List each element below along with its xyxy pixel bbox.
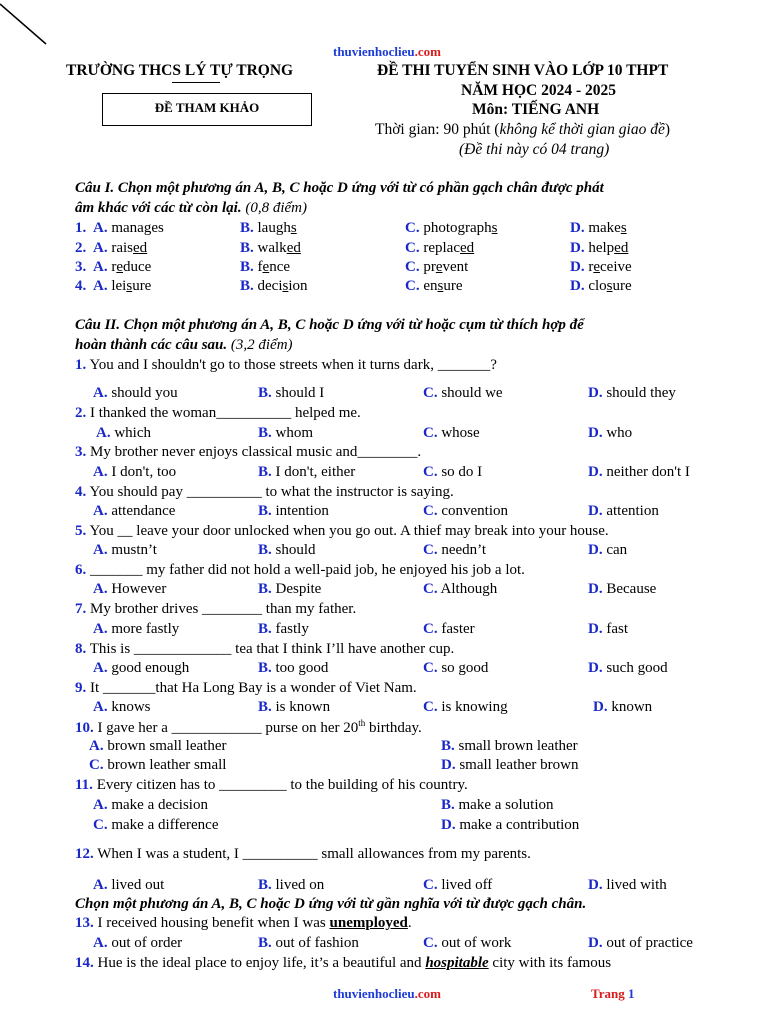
word-part: deci (257, 278, 283, 294)
option-letter: D. (588, 935, 603, 951)
option-letter: B. (258, 699, 272, 715)
option-text: neither don't I (606, 464, 690, 480)
option-letter: C. (423, 425, 438, 441)
answer-option (258, 385, 324, 402)
option-text: fast (606, 621, 629, 637)
option-text: Despite (275, 581, 322, 597)
option-text: whom (275, 425, 314, 441)
question-1 (75, 357, 497, 374)
answer-option (423, 877, 492, 894)
answer-option (423, 385, 503, 402)
option-letter: B. (258, 425, 272, 441)
option-letter: A. (93, 542, 108, 558)
option-text: make a contribution (459, 817, 580, 833)
question-text: It _______that Ha Long Bay is a wonder of Viet Nam. (90, 680, 417, 696)
answer-option (441, 757, 578, 774)
option-letter: D. (570, 240, 585, 256)
option-letter: C. (423, 699, 438, 715)
option-letter: A. (93, 621, 108, 637)
site-watermark-top: thuvienhoclieu.com (333, 44, 441, 59)
underlined-part: e (435, 259, 443, 275)
option-letter: C. (423, 621, 438, 637)
question-11 (75, 777, 468, 794)
reference-label: ĐỀ THAM KHẢO (154, 100, 260, 115)
question-text: birthday. (365, 720, 422, 736)
option-text: can (606, 542, 628, 558)
question-8 (75, 641, 454, 658)
section1-title-line2: âm khác với các từ còn lại. (0,8 điểm) (75, 200, 308, 216)
question-3 (75, 444, 421, 461)
answer-option (93, 464, 176, 481)
option-letter: B. (240, 259, 254, 275)
phonetic-option (240, 220, 297, 237)
option-letter: B. (441, 738, 455, 754)
answer-option (588, 877, 667, 894)
answer-option (93, 699, 151, 716)
word-part: r (111, 259, 117, 275)
option-text: is known (275, 699, 331, 715)
answer-option (93, 817, 219, 834)
option-text: should they (606, 385, 676, 401)
option-letter: C. (423, 542, 438, 558)
answer-option (588, 935, 693, 952)
option-text: I don't, too (111, 464, 177, 480)
underlined-part: s (606, 278, 613, 294)
phonetic-option (405, 220, 498, 237)
question-text: You and I shouldn't go to those streets when it turns dark, _______? (89, 357, 497, 373)
option-letter: D. (588, 464, 603, 480)
option-text: intention (275, 503, 329, 519)
word-part: rais (111, 240, 134, 256)
option-letter: D. (593, 699, 608, 715)
section1-row-number: 3. (75, 259, 87, 275)
phonetic-option (93, 220, 164, 237)
question-number: 5. (75, 523, 87, 539)
word-part: duce (123, 259, 152, 275)
option-letter: A. (93, 503, 108, 519)
answer-option (423, 503, 508, 520)
option-text: such good (606, 660, 668, 676)
option-text: attendance (111, 503, 176, 519)
phonetic-option (405, 278, 463, 295)
word-part: laugh (257, 220, 291, 236)
question-number: 4. (75, 484, 87, 500)
underlined-part: ed (286, 240, 301, 256)
answer-option (93, 503, 175, 520)
question-text: I gave her a ____________ purse on her 20 (97, 720, 359, 736)
option-letter: A. (93, 259, 108, 275)
answer-option (258, 621, 309, 638)
option-letter: A. (96, 425, 111, 441)
underlined-part: s (126, 278, 133, 294)
section1-row-number: 1. (75, 220, 87, 236)
answer-option (423, 699, 508, 716)
section1-title: Câu I. Chọn một phương án A, B, C hoặc D ứng với từ có phần gạch chân được phát (75, 180, 604, 196)
phonetic-option (405, 240, 474, 257)
answer-option (258, 503, 329, 520)
superscript: th (358, 718, 366, 728)
word-part: nce (269, 259, 291, 275)
option-letter: A. (93, 877, 108, 893)
option-text: out of fashion (275, 935, 359, 951)
option-letter: D. (588, 581, 603, 597)
phonetic-option (240, 240, 301, 257)
option-letter: D. (588, 503, 603, 519)
option-text: faster (441, 621, 475, 637)
answer-option (93, 935, 182, 952)
option-letter: A. (93, 581, 108, 597)
option-text: is knowing (441, 699, 508, 715)
word-part: ion (288, 278, 308, 294)
answer-option (423, 581, 497, 598)
question-number: 1. (75, 357, 87, 373)
question-number: 2. (75, 405, 87, 421)
word-part: help (588, 240, 615, 256)
word-part: ceive (600, 259, 632, 275)
question-text: I thanked the woman__________ helped me. (90, 405, 361, 421)
question-number: 3. (75, 444, 87, 460)
option-letter: A. (93, 385, 108, 401)
corner-line (0, 0, 60, 60)
option-text: make a decision (111, 797, 208, 813)
option-text: which (114, 425, 152, 441)
question-text: You should pay __________ to what the instructor is saying. (89, 484, 454, 500)
answer-option (93, 542, 157, 559)
question-4 (75, 484, 454, 501)
option-text: should I (275, 385, 325, 401)
question-text: This is _____________ tea that I think I’ll have another cup. (89, 641, 455, 657)
word-part: f (257, 259, 263, 275)
option-text: so good (441, 660, 489, 676)
question-text: You __ leave your door unlocked when you go out. A thief may break into your house. (89, 523, 609, 539)
option-letter: A. (93, 464, 108, 480)
subject: Môn: TIẾNG ANH (472, 101, 600, 118)
answer-option (258, 425, 313, 442)
phonetic-option (240, 259, 290, 276)
option-text: attention (606, 503, 659, 519)
answer-option (423, 425, 480, 442)
option-letter: B. (258, 464, 272, 480)
question-9 (75, 680, 417, 697)
option-letter: C. (405, 278, 420, 294)
underlined-part: s (437, 278, 444, 294)
pages-note: (Đề thi này có 04 trang) (459, 141, 610, 158)
answer-option (423, 621, 475, 638)
question-text: My brother never enjoys classical music and________. (90, 444, 422, 460)
answer-option (96, 425, 151, 442)
option-letter: C. (423, 385, 438, 401)
answer-option (258, 877, 324, 894)
word-part: pr (423, 259, 436, 275)
question-number: 11. (75, 777, 93, 793)
option-text: mustn’t (111, 542, 157, 558)
underlined-part: ed (459, 240, 475, 256)
reference-box (102, 93, 312, 126)
option-letter: B. (258, 621, 272, 637)
question-14: 14. Hue is the ideal place to enjoy life, it’s a beautiful and hospitable city with its famous (75, 955, 612, 971)
option-letter: C. (89, 757, 104, 773)
school-underline (172, 82, 220, 83)
option-letter: C. (405, 240, 420, 256)
option-letter: B. (258, 935, 272, 951)
option-letter: A. (93, 660, 108, 676)
option-letter: B. (258, 877, 272, 893)
option-letter: B. (258, 503, 272, 519)
word-part: ure (132, 278, 152, 294)
word-part: photograph (423, 220, 492, 236)
question-text: Every citizen has to _________ to the building of his country. (96, 777, 468, 793)
word-part: lei (111, 278, 127, 294)
option-text: brown leather small (107, 757, 227, 773)
section2-title-line2: hoàn thành các câu sau. (3,2 điểm) (75, 337, 293, 353)
option-letter: D. (441, 817, 456, 833)
answer-option (93, 581, 166, 598)
option-text: lived with (606, 877, 667, 893)
question-13: 13. I received housing benefit when I was unemployed. (75, 915, 412, 931)
option-text: should we (441, 385, 503, 401)
option-text: lived off (441, 877, 493, 893)
option-text: needn’t (441, 542, 487, 558)
question-text: _______ my father did not hold a well-paid job, he enjoyed his job a lot. (90, 562, 525, 578)
option-letter: A. (93, 935, 108, 951)
school-year: NĂM HỌC 2024 - 2025 (461, 82, 616, 99)
question-10 (75, 718, 422, 737)
phonetic-option (570, 240, 628, 257)
option-text: out of order (111, 935, 183, 951)
option-text: who (606, 425, 633, 441)
phonetic-option (405, 259, 468, 276)
option-letter: C. (423, 935, 438, 951)
phonetic-option (570, 259, 632, 276)
option-text: lived on (275, 877, 325, 893)
word-part: ure (443, 278, 463, 294)
answer-option (258, 699, 330, 716)
option-text: brown small leather (107, 738, 227, 754)
section2-title: Câu II. Chọn một phương án A, B, C hoặc D ứng với từ hoặc cụm từ thích hợp để (75, 317, 584, 333)
question-text: My brother drives ________ than my father. (90, 601, 357, 617)
option-letter: A. (93, 278, 108, 294)
phonetic-option (570, 220, 627, 237)
phonetic-option (93, 240, 147, 257)
underlined-part: e (262, 259, 270, 275)
underlined-part: s (620, 220, 627, 236)
underlined-part: ed (614, 240, 629, 256)
school-name: TRƯỜNG THCS LÝ TỰ TRỌNG (66, 62, 294, 79)
phonetic-option (240, 278, 308, 295)
option-letter: C. (423, 581, 438, 597)
underlined-part: s (282, 278, 289, 294)
page-number: Trang 1 (591, 986, 635, 1001)
question-5 (75, 523, 609, 540)
option-text: fastly (275, 621, 309, 637)
option-text: should (275, 542, 316, 558)
underlined-part: e (116, 259, 124, 275)
option-letter: D. (570, 259, 585, 275)
answer-option (588, 385, 676, 402)
option-letter: D. (441, 757, 456, 773)
answer-option (588, 621, 628, 638)
option-letter: D. (588, 425, 603, 441)
answer-option (258, 660, 328, 677)
option-letter: C. (423, 503, 438, 519)
answer-option (423, 464, 482, 481)
option-text: known (611, 699, 653, 715)
question-12 (75, 846, 531, 863)
word-part: replac (423, 240, 460, 256)
option-letter: A. (93, 220, 108, 236)
answer-option (588, 464, 690, 481)
word-part: vent (442, 259, 469, 275)
option-letter: B. (240, 240, 254, 256)
option-letter: C. (405, 259, 420, 275)
option-text: I don't, either (275, 464, 356, 480)
underlined-part: ed (133, 240, 148, 256)
option-text: knows (111, 699, 151, 715)
answer-option (93, 797, 208, 814)
question-number: 10. (75, 720, 94, 736)
word-part: walk (257, 240, 287, 256)
option-letter: B. (441, 797, 455, 813)
answer-option (588, 425, 632, 442)
option-text: Because (606, 581, 657, 597)
answer-option (441, 797, 554, 814)
option-text: Although (440, 581, 498, 597)
option-letter: D. (588, 385, 603, 401)
option-letter: C. (423, 660, 438, 676)
word-part: en (423, 278, 438, 294)
answer-option (588, 503, 659, 520)
answer-option (89, 757, 226, 774)
option-letter: C. (93, 817, 108, 833)
word-part: mana (111, 220, 144, 236)
option-letter: B. (258, 542, 272, 558)
answer-option (423, 542, 486, 559)
answer-option (441, 738, 578, 755)
answer-option (588, 581, 656, 598)
option-text: whose (441, 425, 480, 441)
phonetic-option (93, 278, 151, 295)
underlined-part: s (491, 220, 498, 236)
option-text: out of practice (606, 935, 693, 951)
section3-title: Chọn một phương án A, B, C hoặc D ứng với từ gần nghĩa với từ được gạch chân. (75, 896, 587, 912)
question-2 (75, 405, 361, 422)
option-text: lived out (111, 877, 165, 893)
site-watermark-bottom: thuvienhoclieu.com (333, 986, 441, 1001)
time-limit: Thời gian: 90 phút (không kể thời gian giao đề) (375, 121, 671, 138)
option-text: make a difference (111, 817, 219, 833)
answer-option (258, 581, 321, 598)
answer-option (89, 738, 226, 755)
word-part: es (151, 220, 164, 236)
option-text: small leather brown (459, 757, 579, 773)
answer-option (588, 542, 627, 559)
question-7 (75, 601, 356, 618)
option-letter: D. (570, 278, 585, 294)
option-letter: B. (240, 220, 254, 236)
answer-option (588, 660, 668, 677)
answer-option (423, 935, 511, 952)
word-part: clo (588, 278, 607, 294)
option-text: make a solution (458, 797, 554, 813)
option-letter: B. (258, 660, 272, 676)
option-letter: B. (258, 581, 272, 597)
answer-option (93, 660, 189, 677)
option-letter: C. (423, 464, 438, 480)
option-text: good enough (111, 660, 190, 676)
option-letter: D. (588, 542, 603, 558)
word-part: make (588, 220, 621, 236)
question-number: 9. (75, 680, 87, 696)
option-letter: D. (588, 660, 603, 676)
option-letter: D. (588, 877, 603, 893)
question-number: 12. (75, 846, 94, 862)
answer-option (441, 817, 579, 834)
question-6 (75, 562, 525, 579)
option-text: more fastly (111, 621, 180, 637)
option-letter: D. (588, 621, 603, 637)
answer-option (93, 621, 179, 638)
answer-option (93, 385, 178, 402)
option-letter: C. (423, 877, 438, 893)
answer-option (258, 935, 359, 952)
option-text: should you (111, 385, 178, 401)
word-part: ure (612, 278, 632, 294)
answer-option (258, 464, 355, 481)
option-letter: B. (258, 385, 272, 401)
answer-option (423, 660, 488, 677)
phonetic-option (570, 278, 632, 295)
option-text: However (111, 581, 167, 597)
question-text: When I was a student, I __________ small allowances from my parents. (97, 846, 531, 862)
underlined-part: s (290, 220, 297, 236)
option-letter: A. (89, 738, 104, 754)
option-text: convention (441, 503, 508, 519)
section1-row-number: 2. (75, 240, 87, 256)
answer-option (593, 699, 652, 716)
option-text: out of work (441, 935, 512, 951)
option-letter: A. (93, 240, 108, 256)
underlined-part: e (593, 259, 601, 275)
option-letter: B. (240, 278, 254, 294)
option-letter: A. (93, 699, 108, 715)
phonetic-option (93, 259, 151, 276)
answer-option (93, 877, 164, 894)
underlined-part: g (143, 220, 152, 236)
option-letter: A. (93, 797, 108, 813)
section1-row-number: 4. (75, 278, 87, 294)
word-part: r (588, 259, 594, 275)
question-number: 6. (75, 562, 87, 578)
option-text: too good (275, 660, 329, 676)
exam-title: ĐỀ THI TUYỂN SINH VÀO LỚP 10 THPT (377, 62, 669, 79)
answer-option (258, 542, 316, 559)
question-number: 7. (75, 601, 87, 617)
option-letter: C. (405, 220, 420, 236)
option-text: small brown leather (458, 738, 578, 754)
option-text: so do I (441, 464, 483, 480)
option-letter: D. (570, 220, 585, 236)
question-number: 8. (75, 641, 87, 657)
